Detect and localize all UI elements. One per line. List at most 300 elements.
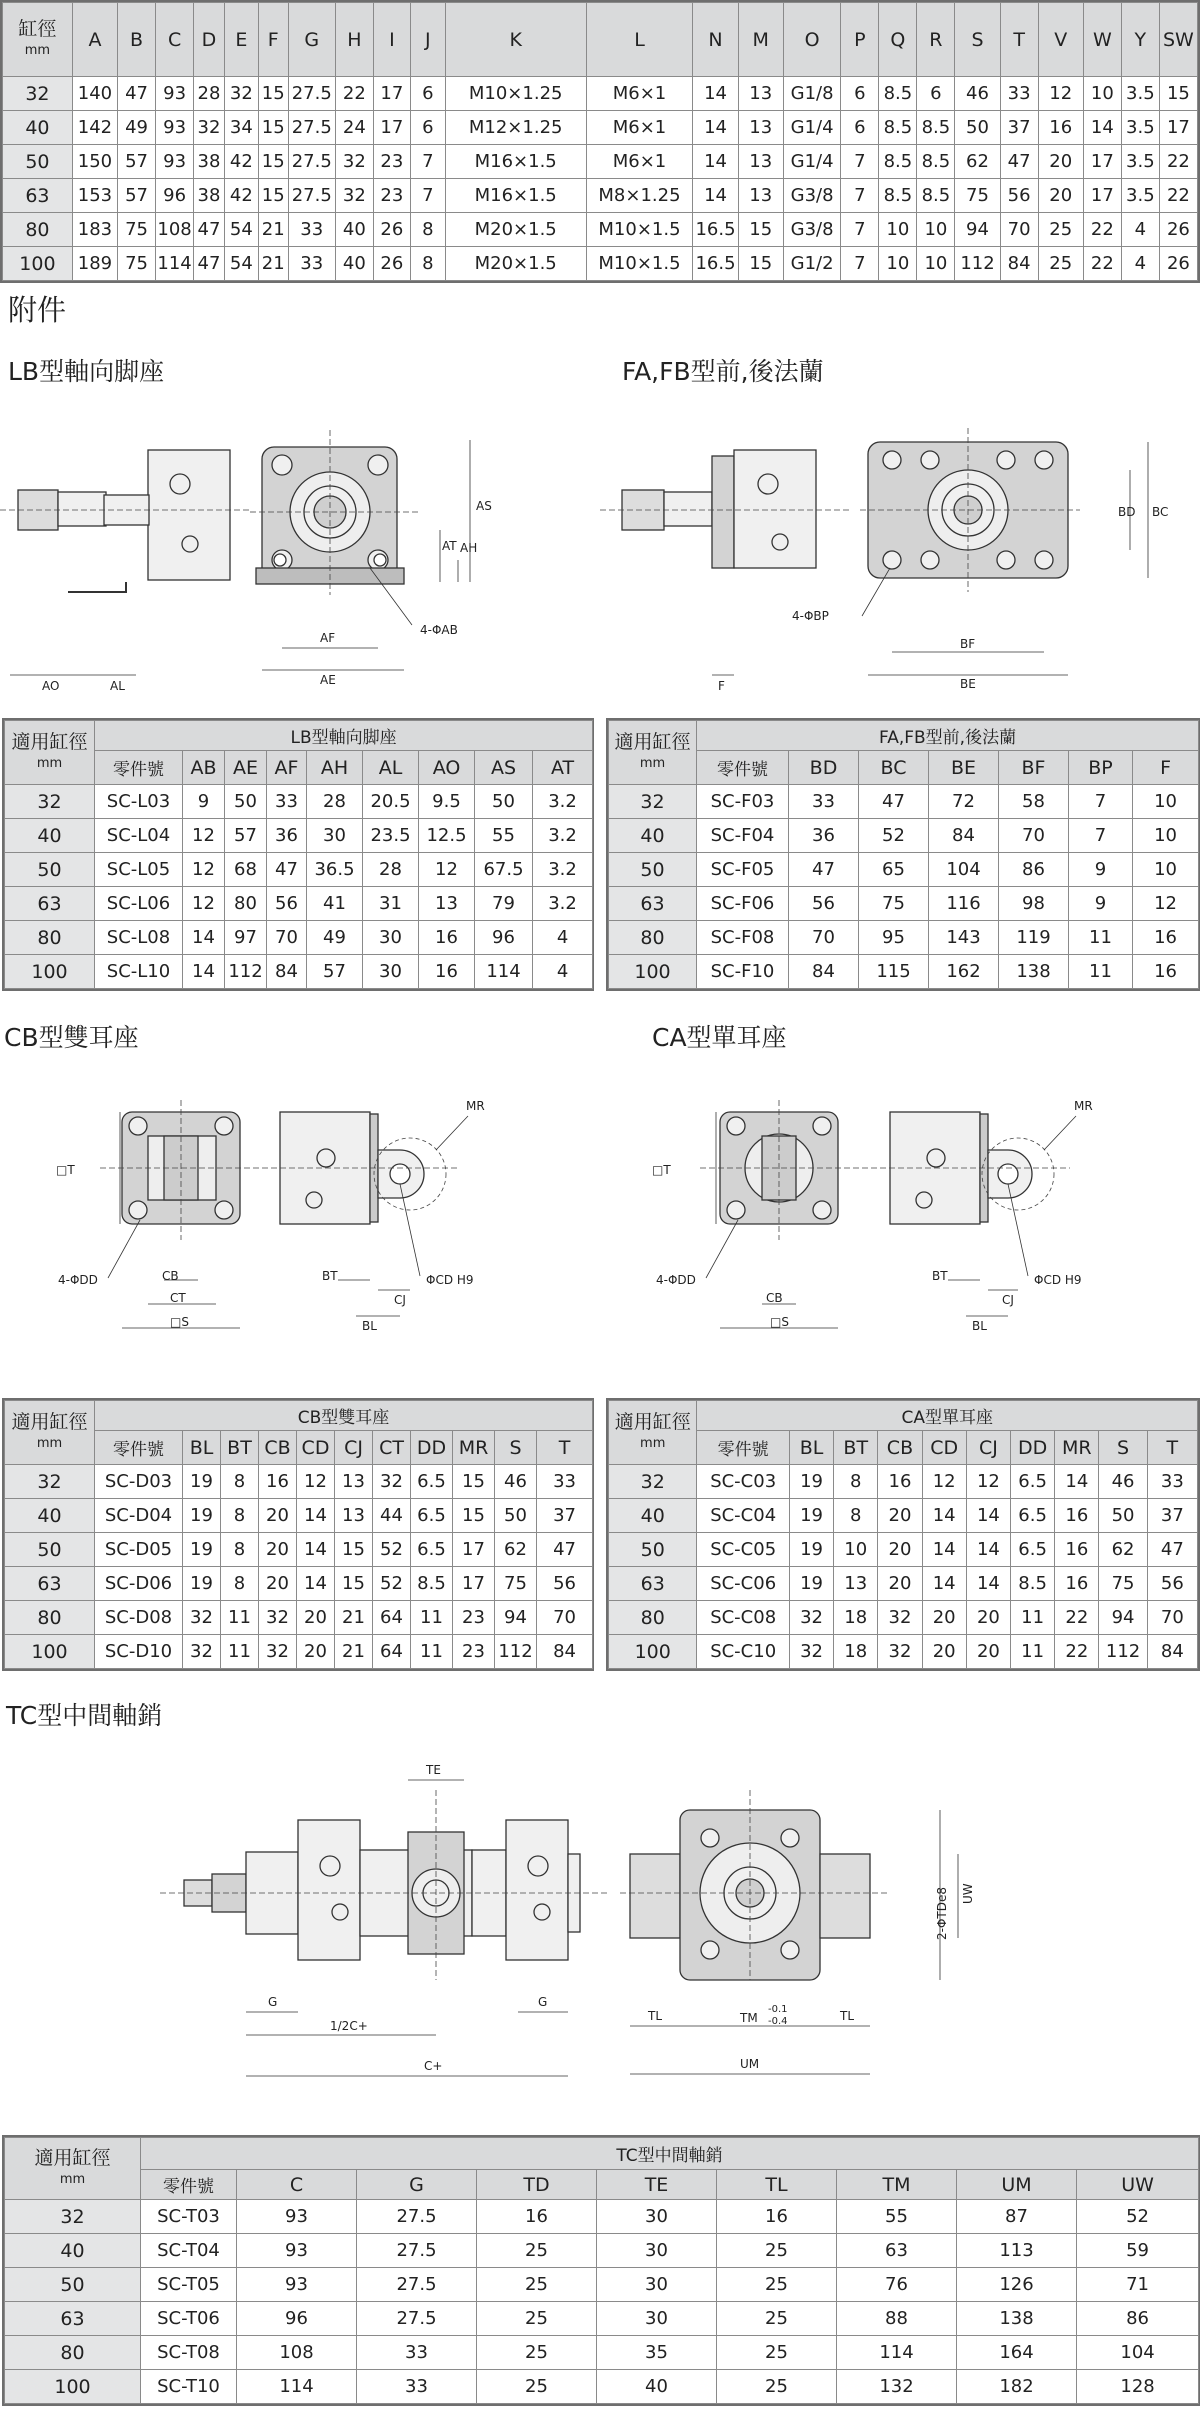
value-cell: 113 <box>957 2234 1077 2268</box>
value-cell: 19 <box>183 1465 221 1499</box>
cb-label-dd: 4-ΦDD <box>58 1273 98 1287</box>
table-row <box>5 1635 593 1669</box>
value-cell: 33 <box>1147 1465 1197 1499</box>
bore-cell: 40 <box>609 819 697 853</box>
bore-cell: 80 <box>609 921 697 955</box>
table-row <box>5 853 593 887</box>
value-cell: 37 <box>1000 111 1038 145</box>
value-cell: 16 <box>1055 1533 1099 1567</box>
value-cell: 18 <box>834 1601 878 1635</box>
value-cell: 20 <box>878 1499 922 1533</box>
value-cell: M10×1.5 <box>586 213 693 247</box>
value-cell: 15 <box>258 179 288 213</box>
table-row <box>609 853 1199 887</box>
part-number-cell: SC-T04 <box>141 2234 237 2268</box>
value-cell: 25 <box>477 2234 597 2268</box>
value-cell: 9 <box>183 785 225 819</box>
value-cell: 11 <box>221 1601 259 1635</box>
main-table-col-header: A <box>72 3 117 77</box>
table-row <box>609 921 1199 955</box>
value-cell: G3/8 <box>783 213 841 247</box>
table-row <box>5 2302 1199 2336</box>
value-cell: 15 <box>335 1567 373 1601</box>
value-cell: 8.5 <box>917 179 955 213</box>
value-cell: 25 <box>717 2370 837 2404</box>
value-cell: 16.5 <box>693 213 738 247</box>
part-number-cell: SC-F04 <box>697 819 789 853</box>
value-cell: 4 <box>533 921 593 955</box>
value-cell: 96 <box>475 921 533 955</box>
tc-label-g2: G <box>538 1995 548 2009</box>
value-cell: 93 <box>156 77 194 111</box>
part-number-cell: SC-D03 <box>95 1465 183 1499</box>
value-cell: 15 <box>258 145 288 179</box>
value-cell: 57 <box>307 955 363 989</box>
value-cell: 93 <box>156 111 194 145</box>
value-cell: 20 <box>922 1635 966 1669</box>
value-cell: 47 <box>118 77 156 111</box>
value-cell: 84 <box>929 819 999 853</box>
tc-label-td: 2-ΦTDe8 <box>935 1887 949 1940</box>
value-cell: 94 <box>495 1601 537 1635</box>
value-cell: 142 <box>72 111 117 145</box>
table-row <box>609 955 1199 989</box>
value-cell: 26 <box>373 247 410 281</box>
value-cell: 128 <box>1077 2370 1199 2404</box>
value-cell: 36 <box>789 819 859 853</box>
fa-table-col-header: BP <box>1069 751 1133 785</box>
value-cell: 47 <box>1000 145 1038 179</box>
main-table-col-header: L <box>586 3 693 77</box>
value-cell: 183 <box>72 213 117 247</box>
table-row <box>5 887 593 921</box>
tc-label-te: TE <box>426 1763 441 1777</box>
part-number-cell: SC-F03 <box>697 785 789 819</box>
value-cell: 9 <box>1069 853 1133 887</box>
ca-table-col-header: DD <box>1011 1431 1055 1465</box>
table-row <box>5 1601 593 1635</box>
value-cell: 38 <box>194 145 225 179</box>
value-cell: 7 <box>841 213 879 247</box>
value-cell: 47 <box>194 213 225 247</box>
tc-table-col-header: TD <box>477 2170 597 2200</box>
main-dimension-table <box>0 0 1200 283</box>
cb-label-cd: ΦCD H9 <box>426 1273 474 1287</box>
value-cell: 15 <box>1159 77 1197 111</box>
fa-table-col-header: BC <box>859 751 929 785</box>
ca-table-col-header: CD <box>922 1431 966 1465</box>
value-cell: 31 <box>363 887 419 921</box>
cb-title: CB型雙耳座 <box>4 1023 139 1052</box>
main-table-col-header: F <box>258 3 288 77</box>
value-cell: 19 <box>183 1567 221 1601</box>
cb-label-bl: BL <box>362 1319 377 1333</box>
value-cell: 14 <box>1083 111 1121 145</box>
bore-cell: 32 <box>5 2200 141 2234</box>
table-row <box>5 2370 1199 2404</box>
bore-cell: 63 <box>609 1567 697 1601</box>
value-cell: 84 <box>1147 1635 1197 1669</box>
bore-cell: 50 <box>5 1533 95 1567</box>
value-cell: 17 <box>1083 145 1121 179</box>
fa-bore-unit: mm <box>639 755 666 771</box>
lb-label-at: AT <box>442 539 457 553</box>
value-cell: 20 <box>297 1601 335 1635</box>
value-cell: 15 <box>738 247 783 281</box>
value-cell: 22 <box>1159 145 1197 179</box>
lb-table-frame <box>2 718 594 991</box>
tc-label-tm: TM <box>740 2011 758 2025</box>
value-cell: 15 <box>258 77 288 111</box>
bore-cell: 100 <box>5 2370 141 2404</box>
table-row <box>5 2234 1199 2268</box>
ca-label-dd: 4-ΦDD <box>656 1273 696 1287</box>
bore-cell: 63 <box>5 2302 141 2336</box>
value-cell: 46 <box>955 77 1000 111</box>
bore-cell: 40 <box>5 1499 95 1533</box>
value-cell: 12 <box>183 819 225 853</box>
value-cell: 52 <box>373 1533 411 1567</box>
value-cell: 70 <box>789 921 859 955</box>
value-cell: 13 <box>738 145 783 179</box>
lb-table-col-header: AT <box>533 751 593 785</box>
value-cell: 11 <box>1069 921 1133 955</box>
ca-table-col-header: BL <box>789 1431 833 1465</box>
value-cell: 6 <box>917 77 955 111</box>
value-cell: 42 <box>224 145 258 179</box>
value-cell: 8 <box>221 1533 259 1567</box>
value-cell: 14 <box>297 1499 335 1533</box>
value-cell: 56 <box>1147 1567 1197 1601</box>
main-table-col-header: H <box>335 3 373 77</box>
fa-table-frame <box>606 718 1200 991</box>
value-cell: M20×1.5 <box>445 213 586 247</box>
fa-table-col-header: BE <box>929 751 999 785</box>
value-cell: 13 <box>419 887 475 921</box>
cb-table-col-header: T <box>537 1431 593 1465</box>
value-cell: 54 <box>224 247 258 281</box>
ca-label-mr: MR <box>1074 1099 1093 1113</box>
table-row <box>609 1465 1198 1499</box>
value-cell: 32 <box>335 179 373 213</box>
value-cell: 75 <box>955 179 1000 213</box>
value-cell: M6×1 <box>586 145 693 179</box>
value-cell: G1/8 <box>783 77 841 111</box>
value-cell: 14 <box>966 1499 1010 1533</box>
value-cell: M12×1.25 <box>445 111 586 145</box>
ca-bore-unit: mm <box>640 1435 666 1451</box>
value-cell: 8 <box>221 1465 259 1499</box>
value-cell: 17 <box>1083 179 1121 213</box>
fa-label-bc: BC <box>1152 505 1169 519</box>
tc-table <box>4 2137 1199 2404</box>
value-cell: 84 <box>537 1635 593 1669</box>
value-cell: 14 <box>966 1567 1010 1601</box>
main-table-col-header: C <box>156 3 194 77</box>
part-number-cell: SC-C06 <box>697 1567 789 1601</box>
part-number-cell: SC-L05 <box>95 853 183 887</box>
value-cell: 20 <box>1038 179 1083 213</box>
value-cell: 84 <box>1000 247 1038 281</box>
fa-title: FA,FB型前,後法蘭 <box>622 357 824 386</box>
value-cell: 50 <box>1099 1499 1147 1533</box>
value-cell: 8 <box>221 1567 259 1601</box>
value-cell: 80 <box>225 887 267 921</box>
main-table-col-header: I <box>373 3 410 77</box>
value-cell: 32 <box>335 145 373 179</box>
value-cell: 30 <box>363 955 419 989</box>
cb-bore-header-text: 適用缸徑 <box>11 1410 88 1433</box>
value-cell: 40 <box>335 213 373 247</box>
value-cell: 13 <box>738 77 783 111</box>
main-table-col-header: R <box>917 3 955 77</box>
value-cell: 33 <box>537 1465 593 1499</box>
value-cell: 14 <box>966 1533 1010 1567</box>
main-table-col-header: SW <box>1159 3 1197 77</box>
main-table-col-header: P <box>841 3 879 77</box>
value-cell: 15 <box>738 213 783 247</box>
value-cell: 7 <box>841 179 879 213</box>
value-cell: 7 <box>841 247 879 281</box>
value-cell: 30 <box>597 2302 717 2336</box>
value-cell: 22 <box>1055 1601 1099 1635</box>
lb-table-col-header: AE <box>225 751 267 785</box>
value-cell: 33 <box>357 2336 477 2370</box>
value-cell: 98 <box>999 887 1069 921</box>
value-cell: 23.5 <box>363 819 419 853</box>
cb-part-header: 零件號 <box>95 1431 183 1465</box>
value-cell: 56 <box>267 887 307 921</box>
value-cell: 12 <box>419 853 475 887</box>
value-cell: G1/4 <box>783 111 841 145</box>
value-cell: 162 <box>929 955 999 989</box>
value-cell: 32 <box>789 1601 833 1635</box>
cb-label-cb: CB <box>162 1269 179 1283</box>
value-cell: 112 <box>225 955 267 989</box>
value-cell: 52 <box>373 1567 411 1601</box>
value-cell: 52 <box>859 819 929 853</box>
value-cell: 27.5 <box>357 2200 477 2234</box>
value-cell: 46 <box>1099 1465 1147 1499</box>
tc-table-col-header: TM <box>837 2170 957 2200</box>
value-cell: 49 <box>118 111 156 145</box>
part-number-cell: SC-F10 <box>697 955 789 989</box>
value-cell: 22 <box>335 77 373 111</box>
tc-table-frame <box>2 2135 1200 2406</box>
value-cell: 7 <box>1069 785 1133 819</box>
value-cell: 114 <box>156 247 194 281</box>
main-table <box>2 2 1198 281</box>
value-cell: 14 <box>922 1533 966 1567</box>
part-number-cell: SC-L10 <box>95 955 183 989</box>
value-cell: 8.5 <box>1011 1567 1055 1601</box>
value-cell: 15 <box>453 1499 495 1533</box>
value-cell: 12 <box>297 1465 335 1499</box>
part-number-cell: SC-L08 <box>95 921 183 955</box>
value-cell: 189 <box>72 247 117 281</box>
value-cell: 47 <box>789 853 859 887</box>
value-cell: 8 <box>834 1465 878 1499</box>
table-row <box>3 179 1198 213</box>
ca-table-frame <box>606 1398 1200 1671</box>
value-cell: 32 <box>373 1465 411 1499</box>
value-cell: 7 <box>410 179 445 213</box>
value-cell: 27.5 <box>357 2234 477 2268</box>
value-cell: 70 <box>537 1601 593 1635</box>
value-cell: 8.5 <box>879 77 917 111</box>
value-cell: 3.2 <box>533 785 593 819</box>
value-cell: 19 <box>183 1499 221 1533</box>
value-cell: 36 <box>267 819 307 853</box>
value-cell: 104 <box>929 853 999 887</box>
value-cell: 27.5 <box>288 77 335 111</box>
tc-table-col-header: TL <box>717 2170 837 2200</box>
cb-table-col-header: BT <box>221 1431 259 1465</box>
value-cell: 24 <box>335 111 373 145</box>
tc-label-tm-tol-dn: -0.4 <box>768 2016 788 2027</box>
value-cell: 112 <box>1099 1635 1147 1669</box>
table-row <box>5 2268 1199 2302</box>
bore-cell: 50 <box>3 145 73 179</box>
value-cell: 12 <box>966 1465 1010 1499</box>
value-cell: 9.5 <box>419 785 475 819</box>
value-cell: 4 <box>1121 213 1159 247</box>
value-cell: 27.5 <box>288 111 335 145</box>
value-cell: 3.2 <box>533 887 593 921</box>
value-cell: 94 <box>1099 1601 1147 1635</box>
bore-cell: 63 <box>5 887 95 921</box>
cb-table-col-header: CD <box>297 1431 335 1465</box>
value-cell: 47 <box>1147 1533 1197 1567</box>
tc-title: TC型中間軸銷 <box>6 1701 163 1730</box>
lb-foot-mount-diagram <box>0 420 560 700</box>
value-cell: 126 <box>957 2268 1077 2302</box>
lb-label-ah: AH <box>460 541 478 555</box>
value-cell: 25 <box>477 2302 597 2336</box>
value-cell: 14 <box>297 1567 335 1601</box>
value-cell: 47 <box>537 1533 593 1567</box>
main-table-col-header: D <box>194 3 225 77</box>
value-cell: 16 <box>1055 1567 1099 1601</box>
value-cell: 23 <box>373 179 410 213</box>
value-cell: 114 <box>475 955 533 989</box>
value-cell: 26 <box>1159 213 1197 247</box>
lb-part-header: 零件號 <box>95 751 183 785</box>
value-cell: 93 <box>237 2268 357 2302</box>
value-cell: 49 <box>307 921 363 955</box>
value-cell: 75 <box>1099 1567 1147 1601</box>
lb-bore-header <box>5 721 95 785</box>
ca-table <box>608 1400 1198 1669</box>
table-row <box>609 1567 1198 1601</box>
value-cell: 12 <box>1133 887 1199 921</box>
lb-label-ao: AO <box>42 679 60 693</box>
table-row <box>5 1499 593 1533</box>
value-cell: 64 <box>373 1601 411 1635</box>
value-cell: 65 <box>859 853 929 887</box>
value-cell: 10 <box>1133 819 1199 853</box>
value-cell: 47 <box>267 853 307 887</box>
ca-table-col-header: CB <box>878 1431 922 1465</box>
value-cell: 13 <box>738 111 783 145</box>
value-cell: 119 <box>999 921 1069 955</box>
tc-table-col-header: G <box>357 2170 477 2200</box>
value-cell: 17 <box>1159 111 1197 145</box>
value-cell: 70 <box>1147 1601 1197 1635</box>
value-cell: 55 <box>475 819 533 853</box>
value-cell: 25 <box>477 2336 597 2370</box>
bore-cell: 50 <box>609 853 697 887</box>
table-row <box>5 1533 593 1567</box>
value-cell: 94 <box>955 213 1000 247</box>
value-cell: 3.2 <box>533 853 593 887</box>
lb-label-ae: AE <box>320 673 336 687</box>
value-cell: 25 <box>477 2268 597 2302</box>
part-number-cell: SC-F06 <box>697 887 789 921</box>
value-cell: 64 <box>373 1635 411 1669</box>
bore-cell: 32 <box>609 1465 697 1499</box>
lb-group-title: LB型軸向脚座 <box>95 721 593 751</box>
value-cell: 164 <box>957 2336 1077 2370</box>
value-cell: 11 <box>1069 955 1133 989</box>
value-cell: 6.5 <box>411 1499 453 1533</box>
value-cell: 14 <box>922 1567 966 1601</box>
value-cell: 47 <box>859 785 929 819</box>
value-cell: 50 <box>495 1499 537 1533</box>
value-cell: 32 <box>183 1635 221 1669</box>
value-cell: 30 <box>307 819 363 853</box>
bore-cell: 40 <box>609 1499 697 1533</box>
lb-label-al: AL <box>110 679 125 693</box>
value-cell: 16 <box>1055 1499 1099 1533</box>
tc-bore-unit: mm <box>59 2171 86 2187</box>
table-row <box>5 1465 593 1499</box>
value-cell: 108 <box>237 2336 357 2370</box>
value-cell: 67.5 <box>475 853 533 887</box>
value-cell: 15 <box>335 1533 373 1567</box>
value-cell: 25 <box>1038 213 1083 247</box>
cb-label-bt: BT <box>322 1269 338 1283</box>
value-cell: 12 <box>183 853 225 887</box>
value-cell: 6 <box>841 77 879 111</box>
value-cell: 88 <box>837 2302 957 2336</box>
value-cell: 25 <box>717 2302 837 2336</box>
value-cell: 16 <box>259 1465 297 1499</box>
ca-label-bl: BL <box>972 1319 987 1333</box>
cb-table-col-header: DD <box>411 1431 453 1465</box>
value-cell: 75 <box>495 1567 537 1601</box>
value-cell: 95 <box>859 921 929 955</box>
value-cell: 36.5 <box>307 853 363 887</box>
value-cell: 10 <box>1083 77 1121 111</box>
table-row <box>5 785 593 819</box>
value-cell: 153 <box>72 179 117 213</box>
value-cell: 19 <box>789 1533 833 1567</box>
main-table-col-header: Q <box>879 3 917 77</box>
cb-label-cj: CJ <box>394 1293 406 1307</box>
value-cell: 16 <box>1133 921 1199 955</box>
ca-bore-header-text: 適用缸徑 <box>614 1410 691 1433</box>
value-cell: 13 <box>738 179 783 213</box>
value-cell: 6 <box>841 111 879 145</box>
main-table-col-header: K <box>445 3 586 77</box>
value-cell: G1/4 <box>783 145 841 179</box>
cb-table-col-header: S <box>495 1431 537 1465</box>
value-cell: 84 <box>789 955 859 989</box>
value-cell: 13 <box>335 1499 373 1533</box>
bore-cell: 50 <box>5 2268 141 2302</box>
fa-table-col-header: F <box>1133 751 1199 785</box>
